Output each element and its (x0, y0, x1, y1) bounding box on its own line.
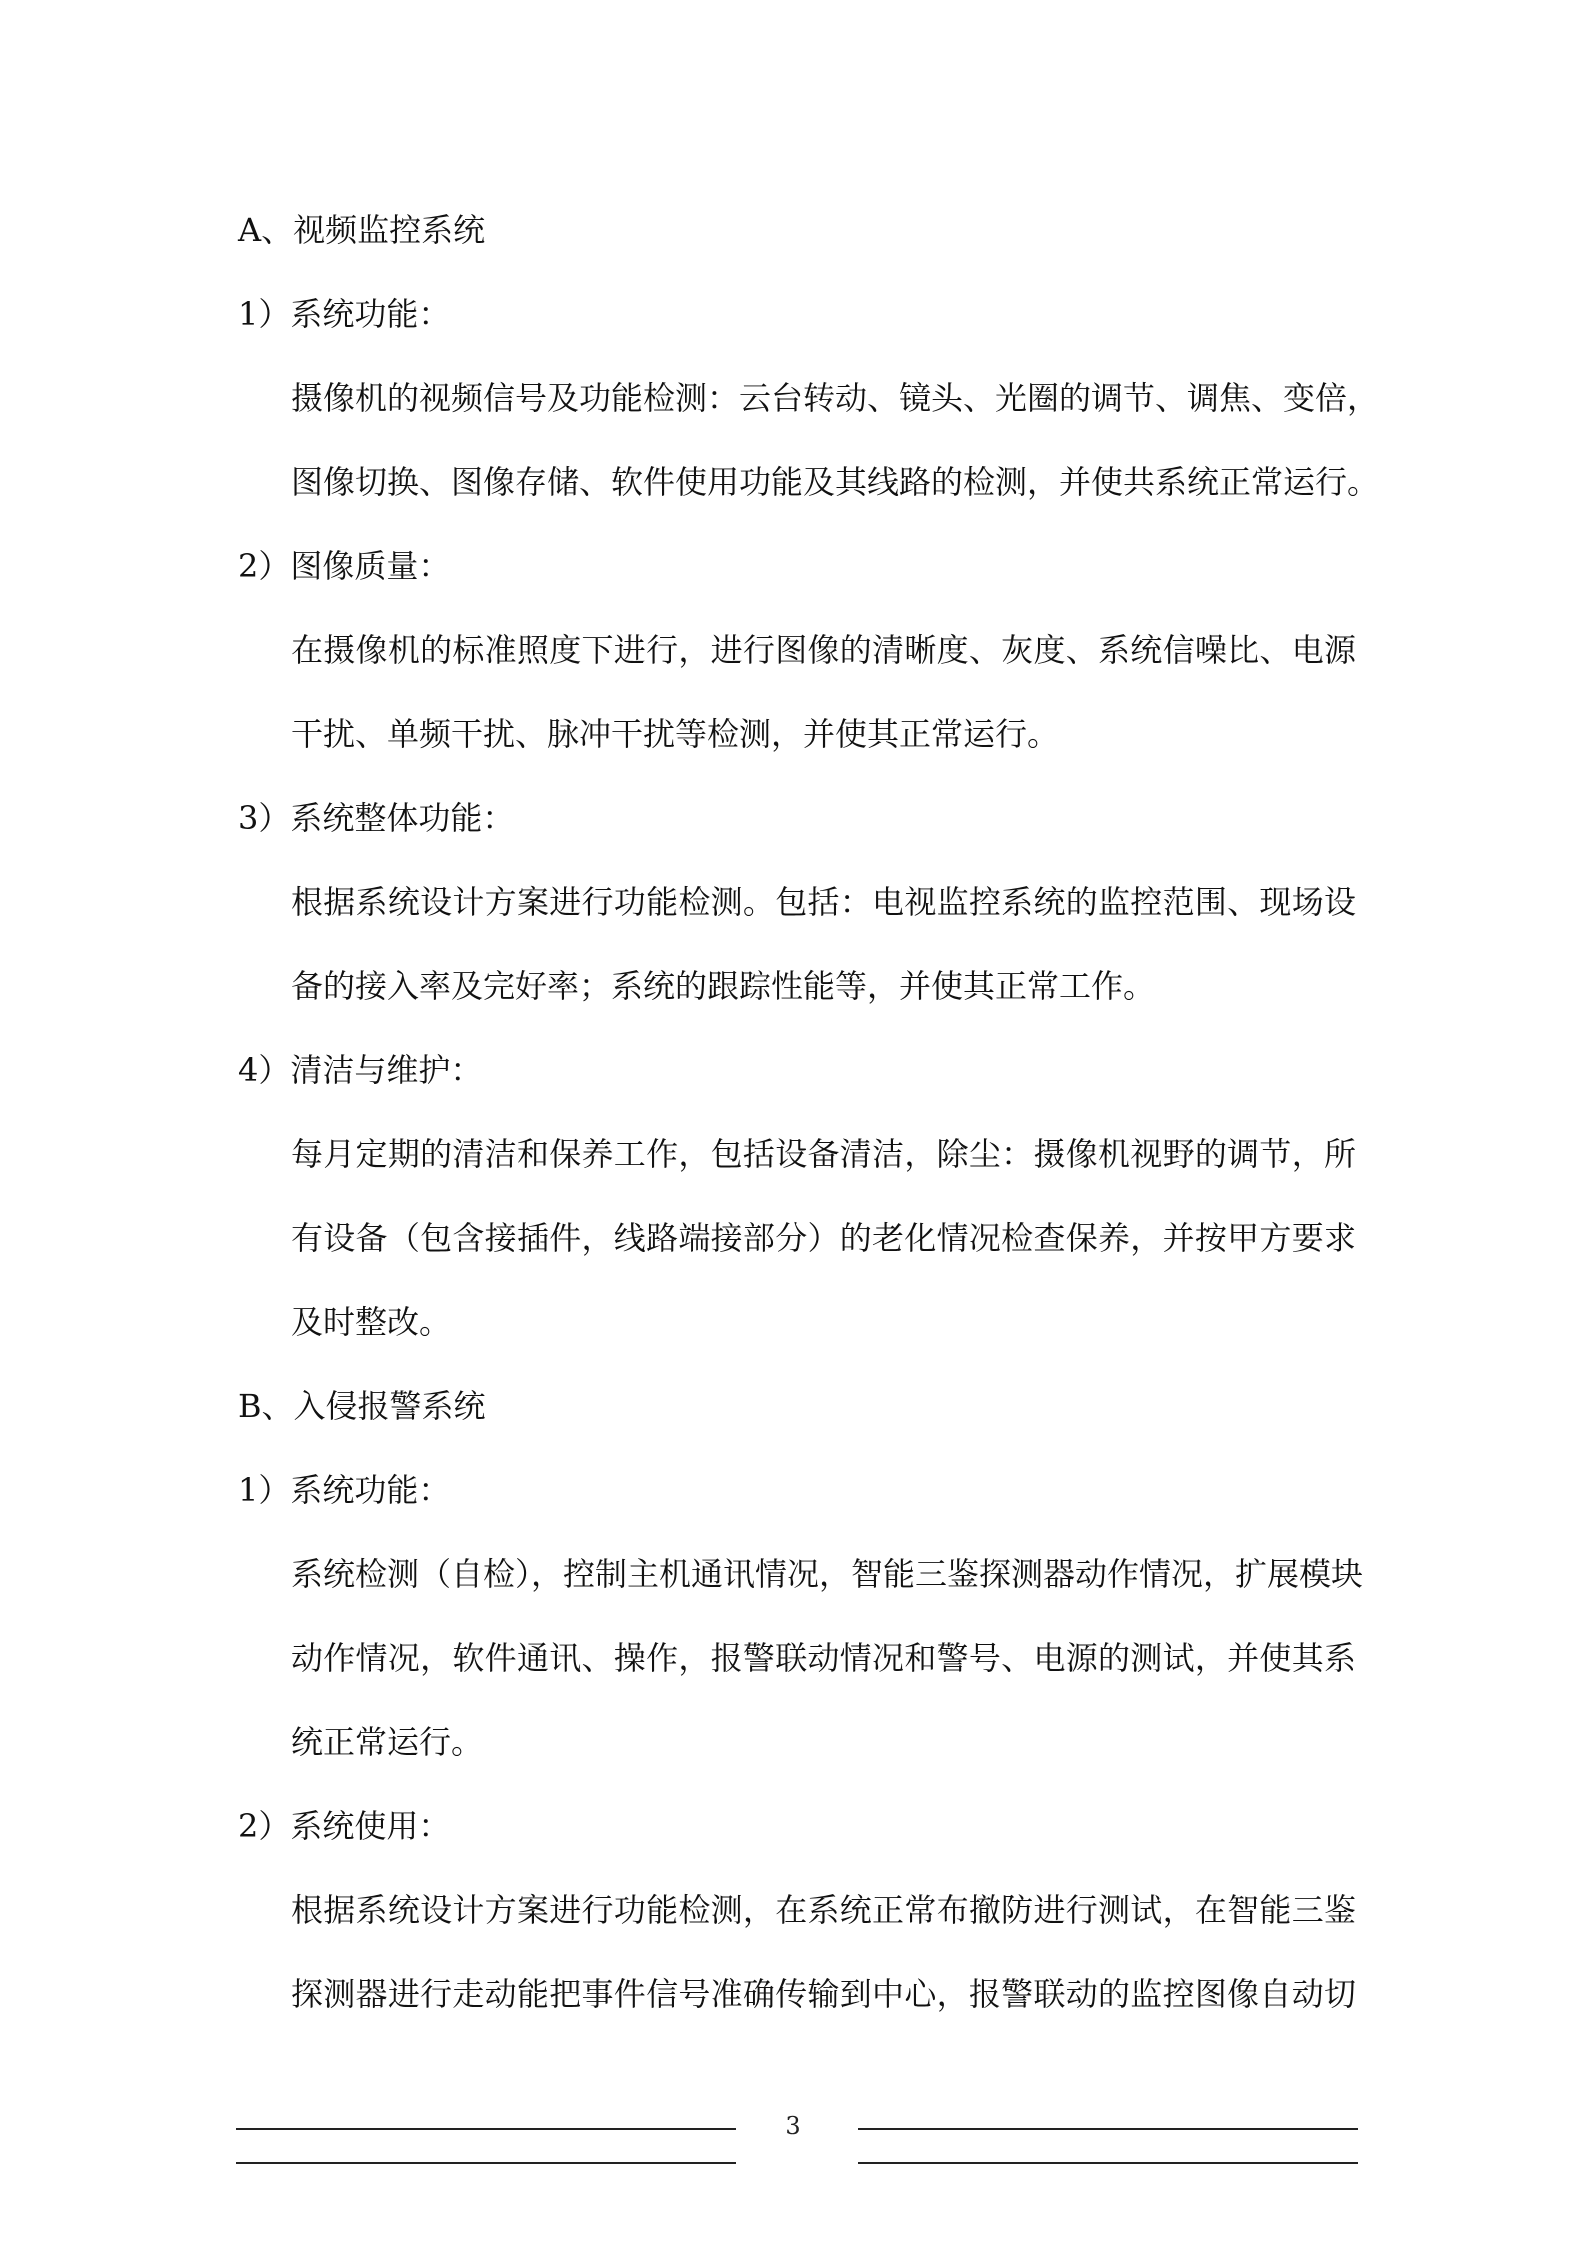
paragraph-line: 每月定期的清洁和保养工作，包括设备清洁，除尘：摄像机视野的调节，所 (291, 1135, 1356, 1173)
paragraph-line: 在摄像机的标准照度下进行，进行图像的清晰度、灰度、系统信噪比、电源 (291, 631, 1356, 669)
paragraph-line: 动作情况，软件通讯、操作，报警联动情况和警号、电源的测试，并使其系 (291, 1639, 1356, 1677)
footer-rule-top-right (858, 2128, 1358, 2130)
paragraph-line: 有设备（包含接插件，线路端接部分）的老化情况检查保养，并按甲方要求 (291, 1219, 1356, 1257)
section-heading-a: A、视频监控系统 (238, 211, 486, 249)
subheading-a2: 2）图像质量： (238, 547, 451, 585)
subheading-b2: 2）系统使用： (238, 1807, 451, 1845)
paragraph-line: 系统检测（自检），控制主机通讯情况，智能三鉴探测器动作情况，扩展模块 (291, 1555, 1364, 1593)
paragraph-line: 统正常运行。 (291, 1723, 484, 1761)
paragraph-line: 摄像机的视频信号及功能检测：云台转动、镜头、光圈的调节、调焦、变倍， (291, 379, 1380, 417)
paragraph-line: 干扰、单频干扰、脉冲干扰等检测，并使其正常运行。 (291, 715, 1060, 753)
paragraph-line: 备的接入率及完好率；系统的跟踪性能等，并使其正常工作。 (291, 967, 1156, 1005)
paragraph-line: 根据系统设计方案进行功能检测。包括：电视监控系统的监控范围、现场设 (291, 883, 1356, 921)
paragraph-line: 图像切换、图像存储、软件使用功能及其线路的检测，并使共系统正常运行。 (291, 463, 1380, 501)
subheading-b1: 1）系统功能： (238, 1471, 451, 1509)
page-number: 3 (785, 2112, 801, 2140)
subheading-a3: 3）系统整体功能： (238, 799, 515, 837)
footer-rule-bottom-left (236, 2162, 736, 2164)
paragraph-line: 及时整改。 (291, 1303, 452, 1341)
paragraph-line: 探测器进行走动能把事件信号准确传输到中心，报警联动的监控图像自动切 (291, 1975, 1356, 2013)
section-heading-b: B、入侵报警系统 (238, 1387, 486, 1425)
footer-rule-bottom-right (858, 2162, 1358, 2164)
subheading-a4: 4）清洁与维护： (238, 1051, 483, 1089)
paragraph-line: 根据系统设计方案进行功能检测，在系统正常布撤防进行测试，在智能三鉴 (291, 1891, 1356, 1929)
subheading-a1: 1）系统功能： (238, 295, 451, 333)
footer-rule-top-left (236, 2128, 736, 2130)
